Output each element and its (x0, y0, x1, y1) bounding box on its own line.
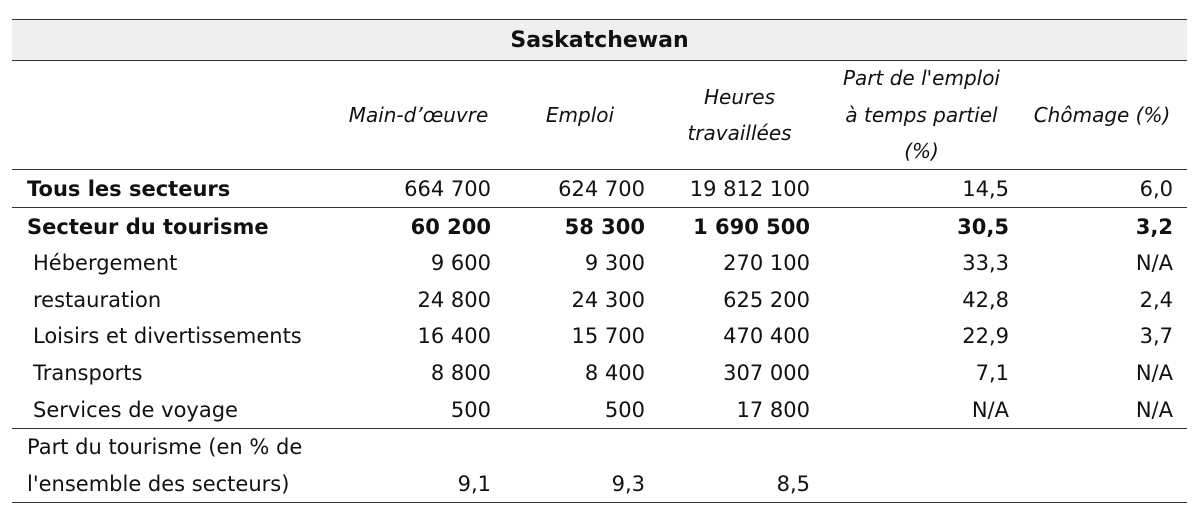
cell-temps-partiel: 42,8 (962, 287, 1009, 312)
header-line: à temps partiel (845, 102, 998, 127)
cell-main-doeuvre: 60 200 (410, 214, 491, 239)
cell-heures-travaillees: 307 000 (723, 360, 810, 385)
cell-chomage: 3,7 (1139, 324, 1173, 348)
table-title: Saskatchewan (510, 27, 689, 53)
column-header-chomage (1017, 61, 1187, 169)
cell-emploi: 24 300 (571, 287, 645, 312)
column-header-main-doeuvre (330, 61, 499, 169)
title-band (12, 19, 1187, 61)
cell-chomage: 2,4 (1139, 287, 1173, 312)
header-line: Main-d’œuvre (348, 102, 489, 127)
cell-main-doeuvre: 9,1 (457, 471, 491, 496)
header-line: Chômage (%) (1033, 102, 1171, 127)
cell-chomage: 6,0 (1139, 176, 1173, 201)
column-header-temps-partiel (818, 61, 1017, 169)
row-label-line: Part du tourisme (en % de (27, 435, 303, 459)
cell-temps-partiel: N/A (971, 397, 1009, 422)
cell-emploi: 9 300 (584, 251, 645, 275)
column-header-heures-travaillees (653, 61, 818, 169)
row-part-du-tourisme (12, 429, 1187, 503)
header-line: Part de l'emploi (843, 66, 1000, 91)
row-loisirs-et-divertissements (12, 318, 1187, 354)
cell-emploi: 8 400 (584, 360, 645, 385)
row-label: Secteur du tourisme (27, 214, 269, 239)
cell-main-doeuvre: 16 400 (417, 324, 491, 348)
header-row (12, 61, 1187, 170)
row-transports (12, 354, 1187, 391)
header-line: (%) (904, 139, 939, 164)
cell-main-doeuvre: 500 (450, 397, 491, 422)
row-label: Hébergement (33, 251, 178, 275)
cell-heures-travaillees: 19 812 100 (689, 176, 810, 201)
cell-chomage: 3,2 (1135, 214, 1173, 239)
row-label: Tous les secteurs (27, 176, 231, 201)
row-restauration (12, 281, 1187, 318)
cell-emploi: 58 300 (564, 214, 645, 239)
row-label: Transports (33, 360, 143, 385)
cell-temps-partiel: 7,1 (975, 360, 1009, 385)
row-services-de-voyage (12, 391, 1187, 429)
cell-chomage-empty (1017, 429, 1187, 502)
cell-temps-partiel: 22,9 (962, 324, 1009, 348)
cell-temps-partiel-empty (818, 429, 1017, 502)
cell-main-doeuvre: 24 800 (417, 287, 491, 312)
column-header-emploi (499, 61, 653, 169)
cell-heures-travaillees: 625 200 (723, 287, 810, 312)
cell-heures-travaillees: 8,5 (776, 471, 810, 496)
cell-heures-travaillees: 470 400 (723, 324, 810, 348)
row-label: Loisirs et divertissements (33, 324, 302, 348)
cell-main-doeuvre: 8 800 (430, 360, 491, 385)
data-table (12, 19, 1187, 503)
cell-emploi: 9,3 (611, 471, 645, 496)
row-secteur-du-tourisme (12, 208, 1187, 245)
cell-heures-travaillees: 17 800 (736, 397, 810, 422)
cell-heures-travaillees: 270 100 (723, 251, 810, 275)
row-label-line: l'ensemble des secteurs) (27, 471, 290, 496)
row-tous-les-secteurs (12, 170, 1187, 208)
header-line: Emploi (545, 102, 615, 127)
cell-main-doeuvre: 664 700 (404, 176, 491, 201)
cell-temps-partiel: 14,5 (962, 176, 1009, 201)
cell-emploi: 15 700 (571, 324, 645, 348)
cell-chomage: N/A (1135, 360, 1173, 385)
cell-chomage: N/A (1135, 251, 1173, 275)
cell-chomage: N/A (1135, 397, 1173, 422)
cell-emploi: 500 (604, 397, 645, 422)
cell-heures-travaillees: 1 690 500 (693, 214, 810, 239)
header-line: Heures (704, 84, 775, 109)
cell-temps-partiel: 33,3 (962, 251, 1009, 275)
header-blank (12, 61, 330, 169)
row-label: Services de voyage (33, 397, 238, 422)
cell-emploi: 624 700 (558, 176, 645, 201)
row-hebergement (12, 245, 1187, 281)
header-line: travaillées (687, 121, 792, 145)
row-label (12, 429, 330, 502)
cell-main-doeuvre: 9 600 (430, 251, 491, 275)
cell-temps-partiel: 30,5 (957, 214, 1009, 239)
row-label: restauration (33, 287, 162, 312)
